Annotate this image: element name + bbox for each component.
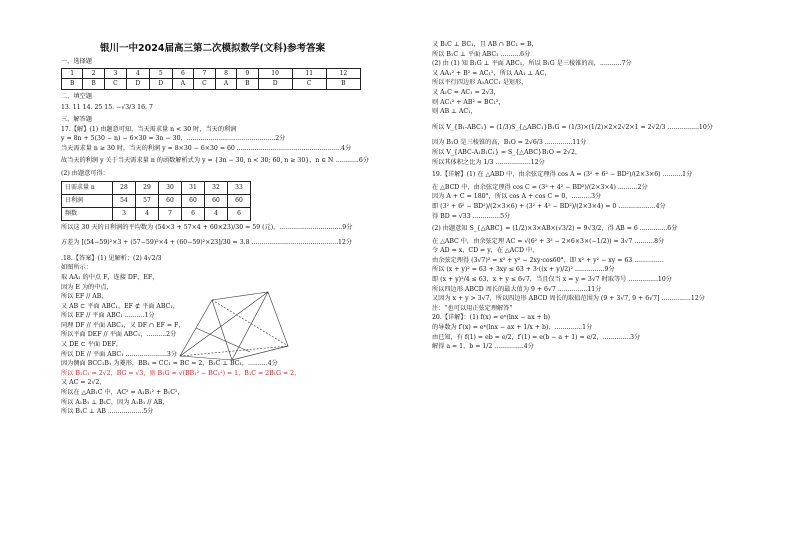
page-title: 银川一中2024届高三第二次模拟数学(文科)参考答案 — [100, 43, 326, 54]
q18-line: 所以其体积之比为 1/3 ..................12分 — [432, 158, 545, 166]
q17-line: (2) 由题意可得： — [61, 169, 109, 177]
q18-line: 所以 V_{B₁-ABC₁} = (1/3)S_{△ABC₁}B₁G = (1/3)×(1/2)×2×2√2×1 = 2√2/3 ................10分 — [432, 123, 713, 131]
q20-line: 20.【详解】：(1) f(x) = eˣ(lnx − ax + b) — [432, 314, 551, 322]
table-cell: 频数 — [62, 207, 113, 220]
q18-line: 又 AC = 2√2， — [61, 379, 106, 387]
prism-edge — [212, 300, 232, 360]
answer-letter: D — [258, 79, 292, 90]
table-cell: 60 — [159, 194, 182, 207]
answer-letter: A — [172, 79, 193, 90]
q19-line: 由余弦定理得 (3√7)² = x² + y² − 2xy·cos60°，即 x² + y² − xy = 63 ............... — [432, 256, 664, 264]
table-cell: 29 — [136, 181, 159, 194]
answer-number: 6 — [172, 68, 193, 79]
answer-table — [61, 68, 361, 90]
section-heading-solutions: 三、解答题 — [61, 115, 92, 123]
q19-line: 所以 (x + y)² = 63 + 3xy ≤ 63 + 3·((x + y)/2)² ...............9分 — [432, 266, 615, 274]
q18-line: 所以 B₁C ⊥ AB ..................5分 — [61, 408, 154, 416]
q18-line: 所以 EF // AB， — [61, 293, 108, 301]
q18-line: 所以 EF // 平面 ABC₁ ..........1分 — [61, 312, 155, 320]
answer-letter: C — [292, 79, 326, 90]
answer-letter: D — [149, 79, 172, 90]
table-cell: 日利润 — [62, 194, 113, 207]
answer-letter: C — [193, 79, 215, 90]
table-cell: 7 — [159, 207, 182, 220]
section-heading-choice: 一、选择题 — [61, 58, 92, 65]
q18-line: (2) 由 (1) 知 B₁G ⊥ 平面 ABC₁，所以 B₁G 是三棱锥的高，...........7分 — [432, 60, 632, 68]
q19-line: (2) 由题意知 S_{△ABC} = (1/2)×3×AB×(√3/2) = 9√3/2，得 AB = 6 ..............6分 — [432, 225, 678, 233]
q19-line: 即 (3² + 6² − BD²)/(2×3×6) + (3² + 4² − BD²)/(2×3×4) = 0 ...................4分 — [432, 202, 666, 210]
q18-line-highlight: 所以 B₁C₁ = 2√2，BG = √3，则 B₁G = √(BB₁² − BC₁²) = 1，B₁C = 2B₁G = 2， — [61, 369, 301, 377]
answer-letter: D — [126, 79, 149, 90]
q18-line: 又 A₁C = AC₁ = 2√3， — [432, 88, 500, 96]
q18-line: 所以平面 DEF // 平面 ABC₁，..........2分 — [61, 331, 177, 339]
q19-line: 因为 A + C = 180°，所以 cos A + cos C = 0，..........3分 — [432, 193, 602, 201]
prism-hidden-edge — [212, 300, 288, 346]
prism-hidden-edge — [180, 346, 288, 356]
q18-line: 因为 E 为的中点， — [61, 283, 113, 291]
q18-line: 因为 B₁O 是三棱锥的高，B₁O = 2√6/3 ..............11分 — [432, 139, 587, 147]
answer-number: 2 — [83, 68, 104, 79]
q19-line: 在 △ABC 中，由余弦定理 AC = √(6² + 3² − 2×6×3×(−1/2)) = 3√7 ..........8分 — [432, 237, 665, 245]
table-cell: 日需求量 n — [62, 181, 113, 194]
answer-letter: A — [216, 79, 237, 90]
answer-number: 4 — [126, 68, 149, 79]
answer-number: 7 — [193, 68, 215, 79]
section-heading-fill: 二、填空题 — [61, 92, 92, 100]
q18-line: 又 AB ⊂ 平面 ABC₁，EF ⊄ 平面 ABC₁， — [61, 302, 179, 310]
table-cell: 60 — [228, 194, 251, 207]
q18-line: 则 AC₁² + AB² = BC₁²， — [432, 98, 505, 106]
table-cell: 4 — [205, 207, 228, 220]
right-column — [432, 40, 737, 352]
answer-number: 10 — [258, 68, 292, 79]
table-cell: 4 — [136, 207, 159, 220]
prism-diagram — [172, 286, 292, 364]
q18-line: 又 DE ⊂ 平面 DEF， — [61, 341, 123, 349]
q17-line: 故当天的利润 y 关于当天需求量 n 的函数解析式为 y = {3n − 30, n < 30; 60, n ≥ 30}，n ∈ N ............6分 — [61, 157, 370, 165]
answer-number: 5 — [149, 68, 172, 79]
prism-edge — [180, 292, 268, 356]
q17-line: 所以这 30 天的日利润的平均数为 (54×3 + 57×4 + 60×23)/30 = 59 (元)，................................9分 — [61, 223, 353, 231]
table-cell: 57 — [136, 194, 159, 207]
table-cell: 32 — [205, 181, 228, 194]
answer-letter: C — [104, 79, 126, 90]
q20-line: 由已知，有 f(1) = eb = e/2，f′(1) = e(b − a + 1) = e/2，..............3分 — [432, 333, 641, 341]
q19-line: 令 AD = x，CD = y，在 △ACD 中， — [432, 247, 539, 255]
q20-line: 的导数为 f′(x) = eˣ(lnx − ax + 1/x + b)，..............1分 — [432, 324, 593, 332]
q18-line: 所以在 △AB₁C 中，AC² = A₁B₁² + B₁C²， — [61, 389, 184, 397]
table-cell: 6 — [182, 207, 205, 220]
table-cell: 54 — [113, 194, 136, 207]
prism-edge — [196, 328, 250, 352]
table-cell: 28 — [113, 181, 136, 194]
daily-profit-table — [61, 181, 251, 221]
table-row — [62, 207, 251, 220]
q17-line: 17.【解】(1) 由题意可知，当天需求量 n < 30 时，当天的利润 — [61, 125, 237, 133]
q19-line: 即 (x + y)²/4 ≤ 63，x + y ≤ 6√7，当且仅当 x = y = 3√7 时取等号 ...............10分 — [432, 276, 672, 284]
q17-line: 当天需求量 n ≥ 30 时，当天的利润 y = 8×30 − 6×30 = 60 .....................................................4分 — [61, 144, 352, 152]
table-cell: 33 — [228, 181, 251, 194]
answer-number: 12 — [326, 68, 360, 79]
q18-line: 因为侧面 BCC₁B₁ 为菱形，BB₁ = CC₁ = BC = 2，B₁C ⊥ BC₁，..........4分 — [61, 360, 278, 368]
q19-line: 又因为 x + y > 3√7，所以四边形 ABCD 周长的取值范围为 (9 + 3√7, 9 + 6√7] ...............12分 — [432, 295, 705, 303]
q18-line: 又 AA₁² + B² = AC₁²，所以 AA₁ ⊥ AC， — [432, 69, 551, 77]
table-cell: 30 — [159, 181, 182, 194]
q17-line: 方差为 [(54−59)²×3 + (57−59)²×4 + (60−59)²×23]/30 = 3.8 ............................................12分 — [61, 239, 353, 247]
q18-line: .18.【答案】(1) 见解析；(2) 4√2/3 — [61, 254, 162, 262]
q19-line: 所以四边形 ABCD 周长的最大值为 9 + 6√7 ...............11分 — [432, 285, 602, 293]
answer-table-letters-row — [62, 79, 361, 90]
answer-table-numbers-row — [62, 68, 361, 79]
answer-number: 11 — [292, 68, 326, 79]
prism-edge — [232, 346, 288, 360]
table-cell: 31 — [182, 181, 205, 194]
answer-number: 8 — [216, 68, 237, 79]
q18-line: 所以 B₁C ⊥ 平面 ABC₁ ..........6分 — [432, 50, 531, 58]
answer-letter: B — [62, 79, 83, 90]
answer-number: 3 — [104, 68, 126, 79]
q19-line: 得 BD = √33 ..............5分 — [432, 212, 511, 220]
table-cell: 60 — [205, 194, 228, 207]
q18-line: 所以 A₁B₁ ⊥ B₁C，因为 A₁B₁ // AB， — [61, 398, 169, 406]
q19-line: 在 △BCD 中，由余弦定理得 cos C = (3² + 4² − BD²)/(2×3×4) ..........2分 — [432, 183, 648, 191]
answer-letter: B — [326, 79, 360, 90]
table-cell: 60 — [182, 194, 205, 207]
answer-number: 9 — [237, 68, 258, 79]
q18-line: 取 AA₁ 的中点 F，连接 DF，EF， — [61, 273, 159, 281]
q19-line: 19.【详解】(1) 在 △ABD 中，由余弦定理得 cos A = (3² + 6² − BD²)/(2×3×6) ..........1分 — [432, 171, 693, 179]
q20-line: 解得 a = 1，b = 1/2 ...............4分 — [432, 343, 534, 351]
q18-line: 所以平行四边形 A₁ACC₁ 是矩形， — [432, 79, 528, 87]
q18-line: 如图所示： — [61, 264, 92, 272]
q18-line: 又 B₁C ⊥ BC₁，且 AB ∩ BC₁ = B， — [432, 41, 538, 48]
fill-answers: 13. 11 14. 25 15. −√3/3 16. 7 — [61, 104, 153, 112]
q18-line: 所以 V_{ABC-A₁B₁C₁} = S_{△ABC}B₁O = 2√2， — [432, 148, 582, 156]
table-cell: 6 — [228, 207, 251, 220]
q19-line: 注：“也可以用正弦定理解答” — [432, 304, 513, 312]
answer-letter: B — [237, 79, 258, 90]
q17-line: y = 8n + 5(30 − n) − 6×30 = 3n − 30，.............................................2分 — [61, 135, 286, 143]
table-cell: 3 — [113, 207, 136, 220]
q18-line: 则 AB ⊥ AC₁， — [432, 108, 477, 116]
q18-line: 所以 DE // 平面 ABC₁ .....................3分 — [61, 350, 178, 358]
table-row — [62, 194, 251, 207]
q18-line: 同理 DF // 平面 ABC₁，又 DF ∩ EF = F， — [61, 321, 185, 329]
answer-number: 1 — [62, 68, 83, 79]
answer-letter: B — [83, 79, 104, 90]
table-row — [62, 181, 251, 194]
